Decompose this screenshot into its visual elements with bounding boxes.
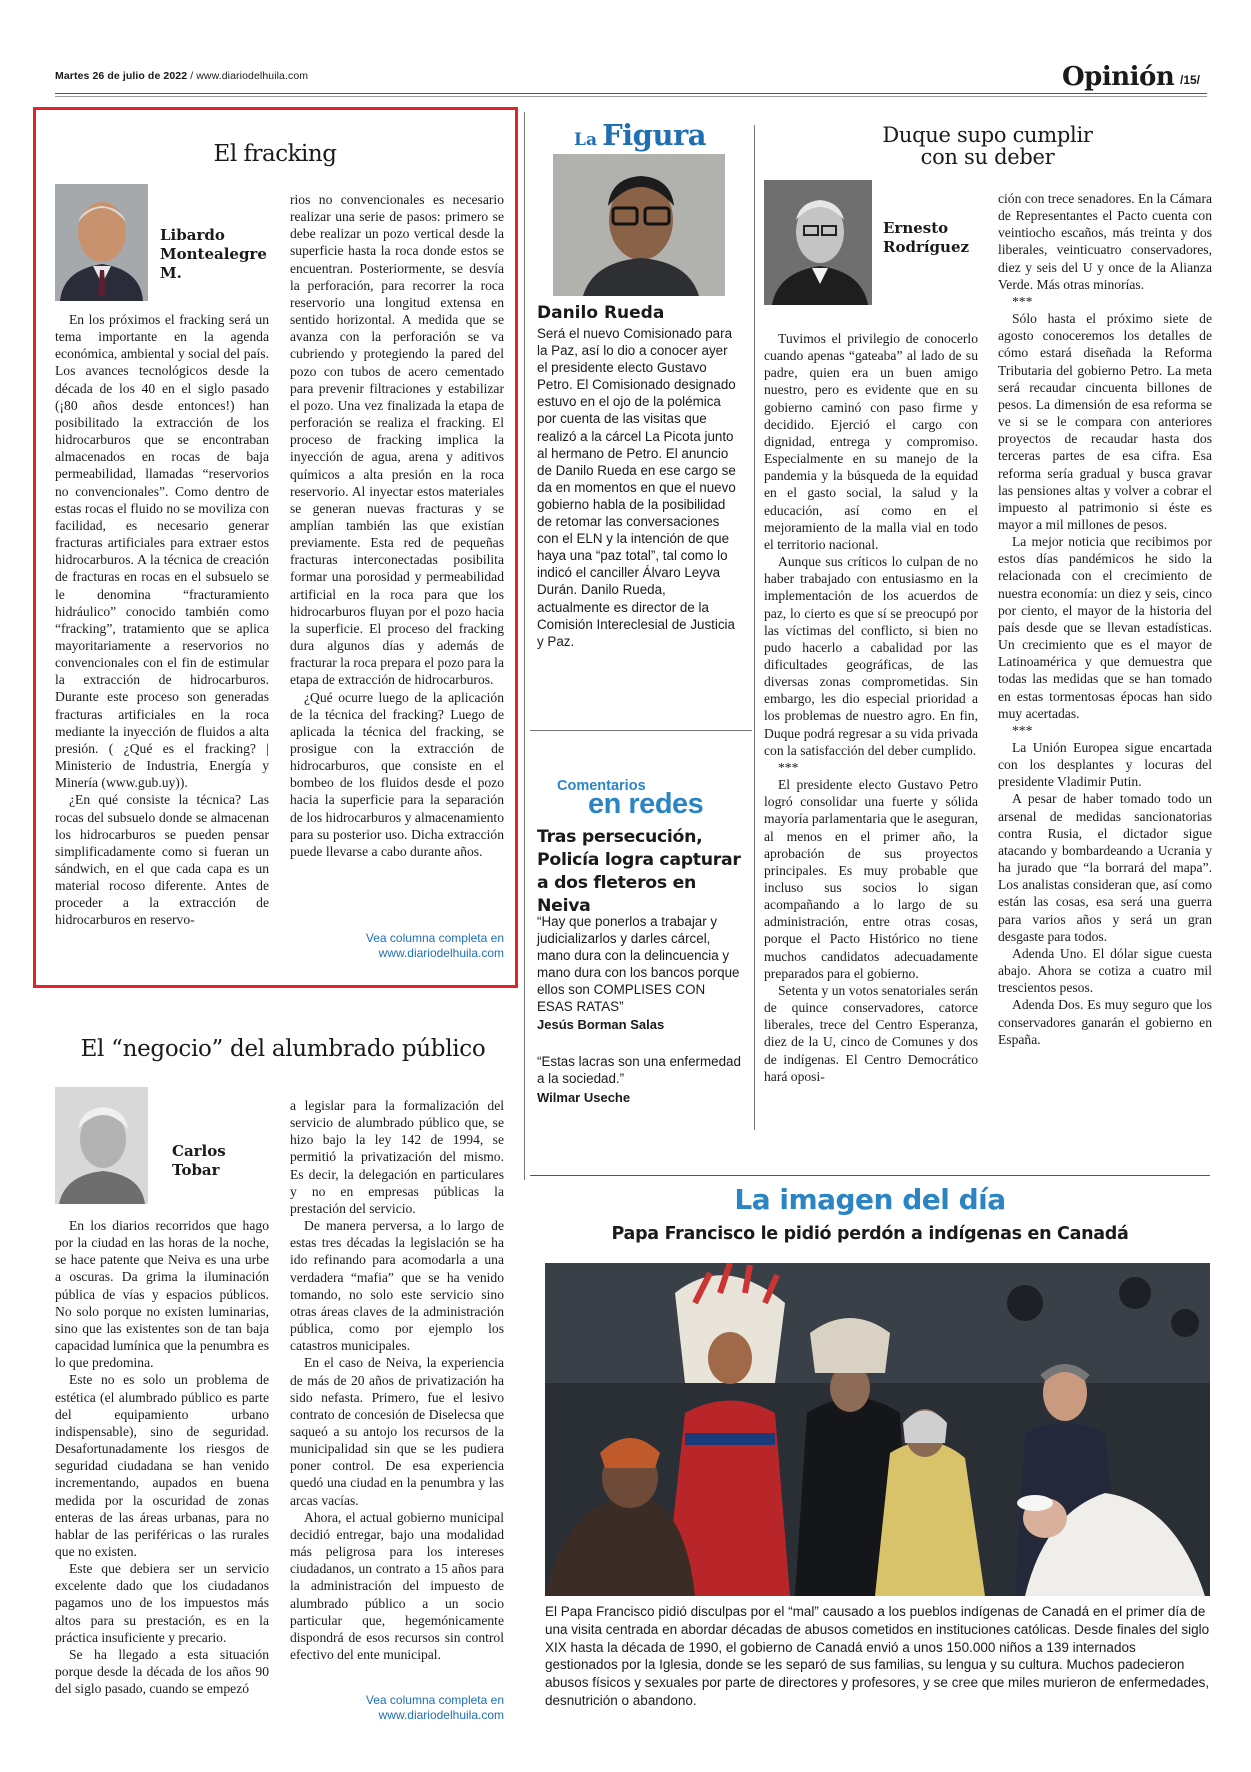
paragraph: La mejor noticia que recibimos por estos días pandémicos he sido la relacionada con el crecimiento de nuestra economía: un diez y seis, cinco por ciento, el mayor de la historia del país desde que se llevan estadísticas. Un crecimiento que es el mayor de Latinoamérica y que demuestra que todas las medidas que se han tomado en estas tormentosas épocas han sido muy acertadas. — [998, 534, 1212, 721]
redes-comment-2: “Estas lacras son una enfermedad a la sociedad.” — [537, 1054, 741, 1087]
paragraph: Sólo hasta el próximo siete de agosto conoceremos los detalles de cómo estará diseñada la Reforma Tributaria del gobierno Petro. La meta será recaudar cincuenta billones de pesos. La dimensión de esa reforma se ve si se le compara con anteriores proyectos de recaudar hasta dos terceras partes de esa cifra. Esa reforma sería gradual y busca gravar las pensiones altas y volver a cobrar el impuesto al patrimonio si éste es mayor a mil millones de pesos. — [998, 311, 1212, 532]
article-column-1 — [764, 330, 978, 1085]
figura-text: Será el nuevo Comisionado para la Paz, así lo dio a conocer ayer el presidente electo Gustavo Petro. El Comisionado designado estuvo en el ojo de la polémica por cuenta de las visitas que realizó a la cárcel La Picota junto al hermano de Petro. El anuncio de Danilo Rueda en ese cargo se da en momentos en que el nuevo gobierno habla de la posibilidad de retomar las conversaciones con el ELN y la intención de que haya una “paz total”, tal como lo indicó el canciller Álvaro Leyva Durán. Danilo Rueda, actualmente es director de la Comisión Intereclesial de Justicia y Paz. — [537, 326, 736, 649]
paragraph: rios no convencionales es necesario realizar una serie de pasos: primero se debe realizar un pozo vertical desde la superficie hasta la roca donde estos se encuentran. Posteriormente, se desvía la perforación, para recorrer la roca reservorio una longitud extensa en sentido horizontal. A medida que se avanza con la perforación se va cubriendo y protegiendo la pared del pozo con tubos de acero cementado para prevenir filtraciones y estabilizar el pozo. Una vez finalizada la etapa de perforación se realiza el fracking. El proceso de fracking implica la inyección de agua, arena y aditivos químicos a alta presión en la roca reservorio. Al inyectar estos materiales se generan nuevas fracturas y se amplían también las que existían previamente. Esta red de pequeñas fracturas interconectadas posibilita formar una porosidad y permeabilidad artificial en la roca para que los hidrocarburos fluyan por el pozo hacia la superficie. El proceso del fracking dura algunos días y además de fracturar la roca prepara el pozo para la etapa de extracción de hidrocarburos. — [290, 192, 504, 688]
article-title: El “negocio” del alumbrado público — [80, 1036, 486, 1062]
author-photo — [764, 180, 872, 305]
page-number: /15/ — [1180, 73, 1201, 87]
section-separator — [530, 1175, 1210, 1176]
paragraph: Adenda Dos. Es muy seguro que los conservadores ganarán el gobierno en España. — [998, 997, 1212, 1047]
paragraph: En los diarios recorridos que hago por la ciudad en las horas de la noche, se hace patente que Neiva es una urbe a oscuras. Da grima la iluminación pública de vías y espacios públicos. No solo porque no existen luminarias, sino que las existentes son de tan baja capacidad lumínica que la penumbra es lo que predomina. — [55, 1218, 270, 1371]
paragraph: A pesar de haber tomado todo un arsenal de medidas sancionatorias contra Rusia, el dictador sigue atacando y bombardeando a Ucrania y ha jurado que “la borrará del mapa”. Los analistas consideran que, así como están las cosas, esa será una guerra para varios años y será un gran desgaste para todos. — [998, 791, 1212, 944]
imagen-headline: Papa Francisco le pidió perdón a indígenas en Canadá — [611, 1224, 1129, 1244]
article-column-2 — [998, 190, 1212, 1048]
article-column-2 — [290, 191, 504, 860]
section-title: Opinión — [1062, 62, 1175, 92]
author-photo — [55, 1087, 148, 1204]
figura-photo — [553, 154, 725, 296]
paragraph: La Unión Europea sigue encartada con los desplantes y locuras del presidente Vladimir Putin. — [998, 740, 1212, 790]
header-url: / www.diariodelhuila.com — [190, 70, 309, 82]
paragraph: Este no es solo un problema de estética (el alumbrado público es parte del equipamiento urbano indispensable), sino de seguridad. Desafortunadamente los riesgos de seguridad ciudadana se han venido incrementando, aupados en buena medida por la oscuridad de zonas enteras de las áreas urbanas, para no hablar de las periféricas o las rurales que no existen. — [55, 1372, 269, 1559]
column-separator — [524, 112, 525, 1180]
paragraph: Ahora, el actual gobierno municipal decidió entregar, bajo una modalidad más peligrosa para los intereses ciudadanos, un contrato a 15 años para la administración del impuesto de alumbrado público a un socio particular que, hegemónicamente dispondrá de esos recursos sin control efectivo del ente municipal. — [290, 1509, 504, 1662]
author-portrait — [55, 184, 148, 301]
article-title — [760, 124, 1215, 168]
see-more-url: www.diariodelhuila.com — [378, 1708, 504, 1722]
redes-comment-1: “Hay que ponerlos a trabajar y judicializarlos y darles cárcel, mano dura con la delincuencia y mano dura con los bancos porque ellos son COMPLISES CON ESAS RATAS” — [537, 914, 740, 1015]
paragraph: *** — [1012, 722, 1033, 738]
imagen-label: La imagen del día — [734, 1183, 1006, 1216]
article-title: El fracking — [213, 141, 337, 167]
figura-name: Danilo Rueda — [537, 303, 665, 323]
author-photo — [55, 184, 148, 301]
section-separator — [530, 730, 752, 731]
figura-label-la: La — [574, 130, 597, 150]
paragraph: *** — [1012, 293, 1033, 309]
author-name: Libardo Montealegre M. — [160, 226, 267, 282]
figura-label — [574, 118, 706, 152]
header-rule — [55, 93, 1207, 94]
redes-headline: Tras persecución, Policía logra capturar a dos fleteros en Neiva — [537, 827, 741, 916]
imagen-caption: El Papa Francisco pidió disculpas por el “mal” causado a los pueblos indígenas de Canadá en el primer día de una visita centrada en abordar décadas de abusos cometidos en instituciones católicas. Desde finales del siglo XIX hasta la década de 1990, el gobierno de Canadá envió a unos 150.000 niños a 139 internados gestionados por la Iglesia, donde se les separó de sus familias, su lengua y su cultura. Muchos padecieron abusos físicos y sexuales por parte de directores y profesores, y se cree que miles murieron de enfermedades, desnutrición o abandono. — [545, 1604, 1210, 1708]
author-name: Carlos Tobar — [172, 1142, 226, 1179]
article-title-line-2: con su deber — [920, 145, 1055, 169]
author-name: Ernesto Rodríguez — [883, 219, 970, 256]
paragraph: Setenta y un votos senatoriales serán de quince conservadores, catorce liberales, trece del Centro Esperanza, diez de la U, cinco de Comunes y dos de indígenas. El Centro Democrático hará oposi- — [764, 982, 978, 1084]
paragraph: Aunque sus críticos lo culpan de no haber trabajado con entusiasmo en la implementación de los acuerdos de paz, lo cierto es que sí se preocupó por las víctimas del conflicto, si bien no pudo hacerlo a cabalidad por las dificultades geográficas, de las diversas zonas comprometidas. Sin embargo, les dio especial prioridad a los problemas de nuestro agro. En fin, Duque podrá regresar a su vida privada con la satisfacción del deber cumplido. — [764, 554, 978, 758]
article-column-1 — [55, 1217, 269, 1697]
paragraph: Se ha llegado a esta situación porque desde la década de los años 90 del siglo pasado, cuando se empezó — [55, 1646, 269, 1697]
author-portrait — [764, 180, 872, 305]
paragraph: *** — [778, 759, 799, 775]
see-more-link[interactable] — [300, 1693, 504, 1723]
paragraph: De manera perversa, a lo largo de estas tres décadas la legislación se ha ido refinando para acomodarla a una verdadera “mafia” que se ha venido tomando, no solo este servicio sino otras áreas claves de la administración pública, como por ejemplo los catastros municipales. — [290, 1218, 504, 1354]
paragraph: Este que debiera ser un servicio excelente dado que los ciudadanos pagamos uno de los impuestos más altos para su prestación, es en la práctica insuficiente y precario. — [55, 1561, 269, 1645]
paragraph: El presidente electo Gustavo Petro logró consolidar una fuerte y sólida mayoría parlamentaria que le aseguran, al menos en el primer año, la aprobación de sus proyectos principales. Es muy probable que incluso sus socios lo sigan acompañando a lo largo de su administración, entre otras cosas, porque el Pacto Histórico no tiene muchos candidatos adecuadamente preparados para el gobierno. — [764, 777, 978, 981]
article-column-1 — [55, 311, 269, 929]
paragraph: Tuvimos el privilegio de conocerlo cuando apenas “gateaba” al lado de su padre, quien era un buen amigo nuestro, pero es evidente que en su gobierno caminó con paso firme y decidido. Ejerció el cargo con dignidad, entrega y compromiso. Especialmente en su manejo de la pandemia y la búsqueda de la equidad en el gasto social, la salud y la educación, así como en el mejoramiento de la malla vial en todo el territorio nacional. — [764, 331, 978, 552]
paragraph: ¿En qué consiste la técnica? Las rocas del subsuelo donde se almacenan los hidrocarburos se pueden pensar simplificadamente como si fueran un sándwich, en el que cada capa es un material rocoso diferente. Antes de proceder a la extracción de hidrocarburos en reservo- — [55, 792, 269, 928]
header-date: Martes 26 de julio de 2022 / www.diariodelhuila.com — [55, 70, 309, 82]
column-separator — [754, 125, 755, 1130]
imagen-photo — [545, 1263, 1210, 1596]
paragraph: ¿Qué ocurre luego de la aplicación de la técnica del fracking? Luego de aplicada la técnica del fracking, se prosigue con la extracción de hidrocarburos, que consiste en el bombeo de los fluidos desde el pozo hacia la superficie para la separación de los hidrocarburos y almacenamiento para su posterior uso. Dicha extracción puede llevarse a cabo durante años. — [290, 689, 504, 859]
see-more-text: Vea columna completa en — [365, 931, 504, 945]
redes-comment-author-2: Wilmar Useche — [537, 1090, 631, 1105]
article-title-line-1: Duque supo cumplir — [882, 123, 1093, 147]
see-more-text: Vea columna completa en — [365, 1693, 504, 1707]
see-more-link[interactable] — [300, 931, 504, 961]
imagen-scene — [545, 1263, 1210, 1596]
paragraph: a legislar para la formalización del servicio de alumbrado público que, se hizo bajo la ley 142 de 1994, se permitió la privatización del mismo. Es decir, la delegación en particulares y no en empresas públicas la prestación del servicio. — [290, 1098, 504, 1216]
redes-label-top: Comentarios — [557, 778, 646, 794]
redes-comment-author-1: Jesús Borman Salas — [537, 1017, 665, 1032]
paragraph: Adenda Uno. El dólar sigue cuesta abajo. Ahora se cotiza a cuatro mil trescientos pesos. — [998, 945, 1212, 996]
figura-portrait — [553, 154, 725, 296]
article-column-2 — [290, 1097, 504, 1663]
header-rule-2 — [55, 96, 1207, 97]
author-portrait — [55, 1087, 148, 1204]
paragraph: ción con trece senadores. En la Cámara de Representantes el Pacto cuenta con veintiocho escaños, más treinta y dos liberales, veinticuatro conservadores, diez y seis del U y once de la Alianza Verde. Más otras minorías. — [998, 191, 1213, 292]
paragraph: En el caso de Neiva, la experiencia de más de 20 años de privatización ha sido nefasta. Primero, fue el lesivo contrato de concesión de Diselecsa que saqueó a su antojo los recursos de la municipalidad sin que se les pudiera poner control. De esa experiencia quedó una ciudad en la penumbra y las arcas vacías. — [290, 1355, 504, 1508]
see-more-url: www.diariodelhuila.com — [378, 946, 504, 960]
paragraph: En los próximos el fracking será un tema importante en la agenda económica, ambiental y social del país. Los avances tecnológicos desde la década de los 40 en el siglo pasado (¡80 años desde entonces!) han posibilitado la extracción de los hidrocarburos que se encontraban almacenados en rocas de baja permeabilidad, llamadas “reservorios no convencionales”. Como dentro de estas rocas el fluido no se moviliza con facilidad, es necesario generar fracturas artificiales para extraer estos hidrocarburos. A la técnica de creación de fracturas en rocas en el subsuelo se le denomina “fracturamiento hidráulico” conocido también como “fracking”, tratamiento que se aplica mayoritariamente a reservorios no convencionales con el fin de estimular la extracción de hidrocarburos. Durante este proceso son generadas fracturas artificiales en la roca mediante la inyección de fluidos a alta presión. ( ¿Qué es el fracking? | Ministerio de Industria, Energía y Minería (www.gub.uy)). — [55, 312, 269, 791]
redes-label-main: en redes — [588, 788, 704, 820]
figura-label-figura: Figura — [602, 118, 707, 152]
